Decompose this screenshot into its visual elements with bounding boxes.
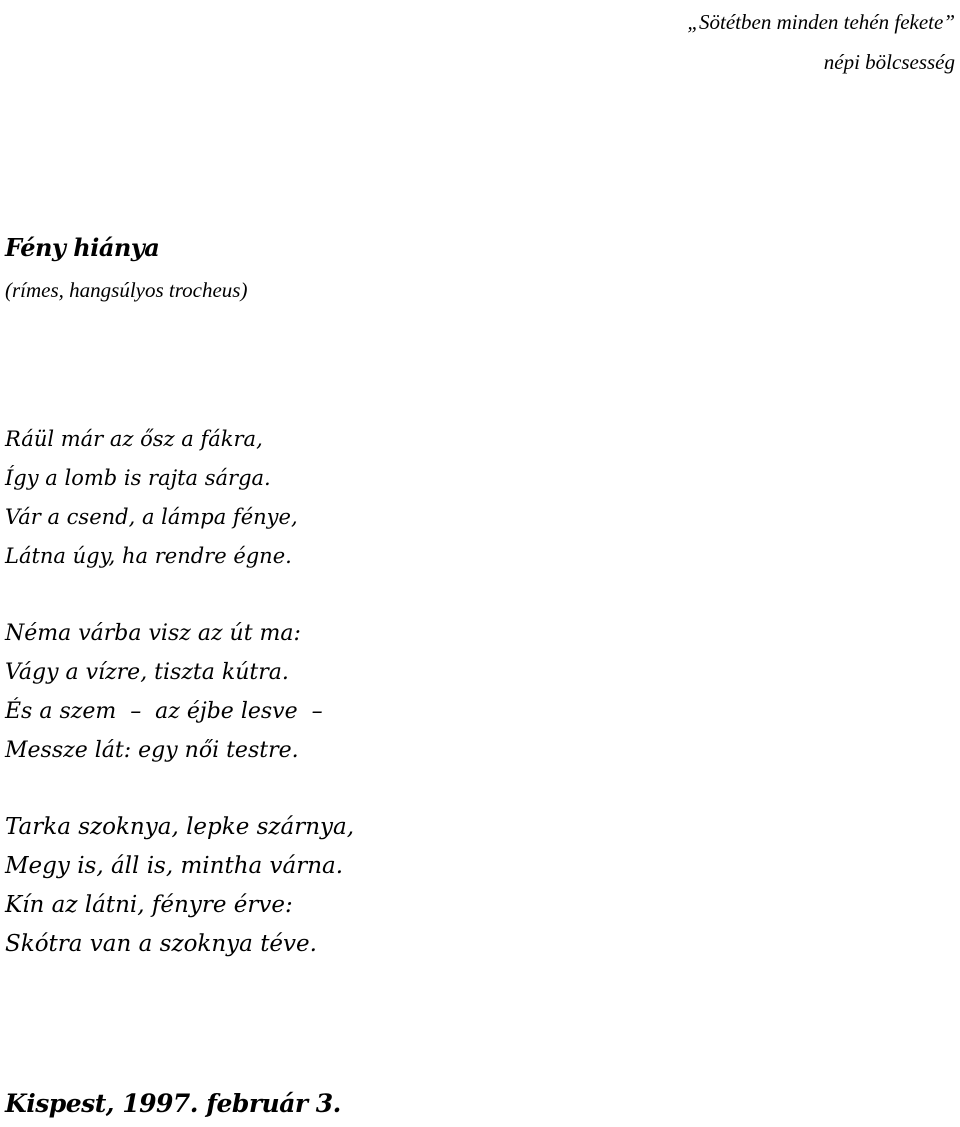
place-date-signature: Kispest, 1997. február 3. bbox=[5, 1089, 341, 1118]
verse-line: Ráül már az ősz a fákra, bbox=[5, 427, 263, 451]
verse-line: Néma várba visz az út ma: bbox=[5, 621, 301, 646]
stanza-2 bbox=[5, 614, 354, 770]
verse-line: Így a lomb is rajta sárga. bbox=[5, 466, 271, 490]
stanza-3 bbox=[5, 808, 354, 964]
verse-line: Megy is, áll is, mintha várna. bbox=[5, 853, 344, 879]
poem-title: Fény hiánya bbox=[5, 233, 160, 262]
verse-line: Látna úgy, ha rendre égne. bbox=[5, 544, 292, 568]
stanza-1 bbox=[5, 420, 354, 576]
epigraph-attribution: népi bölcsesség bbox=[823, 50, 955, 74]
verse-line: Skótra van a szoknya téve. bbox=[5, 931, 317, 957]
epigraph bbox=[687, 2, 955, 82]
poem-body bbox=[5, 420, 354, 964]
verse-line: Vár a csend, a lámpa fénye, bbox=[5, 505, 298, 529]
verse-line: Vágy a vízre, tiszta kútra. bbox=[5, 660, 289, 685]
verse-line: Tarka szoknya, lepke szárnya, bbox=[5, 814, 355, 840]
verse-line: És a szem – az éjbe lesve – bbox=[5, 699, 323, 724]
verse-line: Kín az látni, fényre érve: bbox=[5, 892, 293, 918]
verse-line: Messze lát: egy női testre. bbox=[5, 738, 299, 763]
epigraph-quote: „Sötétben minden tehén fekete” bbox=[687, 10, 955, 34]
poem-subtitle: (rímes, hangsúlyos trocheus) bbox=[5, 278, 248, 302]
